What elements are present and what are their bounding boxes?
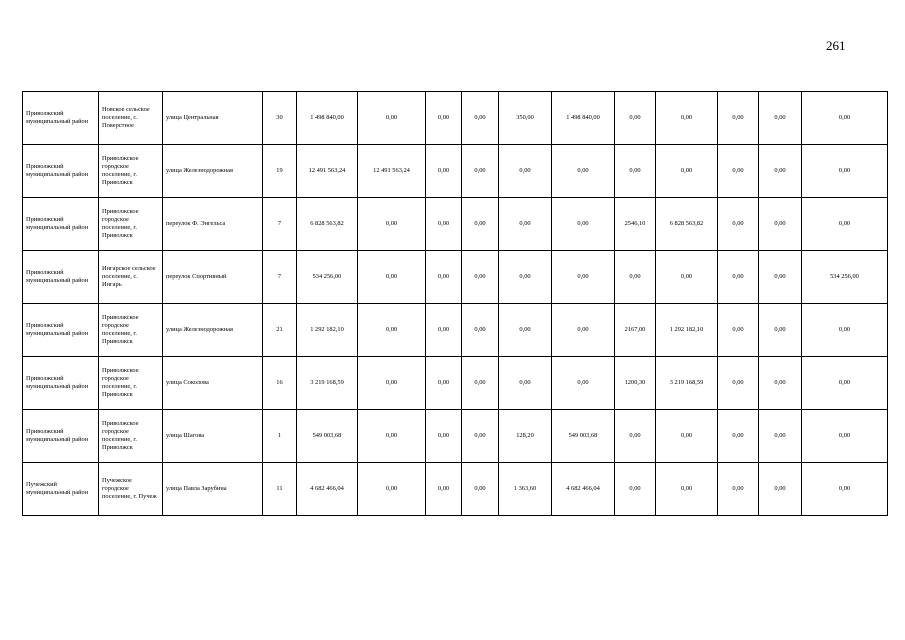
cell-amount-9: 0,00 (802, 304, 888, 357)
cell-total-amount: 534 256,00 (297, 251, 358, 304)
cell-district: Приволжский муниципальный район (23, 92, 99, 145)
cell-amount-8: 0,00 (759, 251, 802, 304)
cell-street: улица Шагова (163, 410, 263, 463)
cell-amount-7: 0,00 (718, 304, 759, 357)
cell-amount-3: 0,00 (426, 463, 462, 516)
cell-amount-4: 0,00 (462, 463, 499, 516)
cell-street: улица Павла Зарубина (163, 463, 263, 516)
cell-amount-6: 1 292 182,10 (656, 304, 718, 357)
cell-area-1: 128,20 (499, 410, 552, 463)
cell-amount-8: 0,00 (759, 198, 802, 251)
cell-amount-4: 0,00 (462, 145, 499, 198)
cell-house-number: 1 (263, 410, 297, 463)
cell-amount-9: 0,00 (802, 198, 888, 251)
cell-district: Приволжский муниципальный район (23, 251, 99, 304)
cell-area-1: 0,00 (499, 251, 552, 304)
cell-area-1: 0,00 (499, 304, 552, 357)
cell-amount-5: 0,00 (552, 357, 615, 410)
cell-amount-6: 0,00 (656, 92, 718, 145)
cell-amount-6: 3 219 168,59 (656, 357, 718, 410)
cell-amount-6: 0,00 (656, 145, 718, 198)
cell-area-1: 0,00 (499, 357, 552, 410)
cell-area-1: 1 363,60 (499, 463, 552, 516)
cell-amount-5: 0,00 (552, 304, 615, 357)
table-row (23, 410, 888, 463)
cell-amount-3: 0,00 (426, 251, 462, 304)
cell-amount-7: 0,00 (718, 198, 759, 251)
cell-amount-5: 1 498 840,00 (552, 92, 615, 145)
cell-district: Приволжский муниципальный район (23, 410, 99, 463)
cell-amount-4: 0,00 (462, 92, 499, 145)
cell-street: переулок Спортивный (163, 251, 263, 304)
cell-amount-3: 0,00 (426, 198, 462, 251)
table-row (23, 357, 888, 410)
cell-amount-5: 0,00 (552, 251, 615, 304)
cell-total-amount: 6 828 563,82 (297, 198, 358, 251)
cell-amount-8: 0,00 (759, 357, 802, 410)
cell-total-amount: 3 219 168,59 (297, 357, 358, 410)
cell-amount-2: 0,00 (358, 463, 426, 516)
cell-house-number: 21 (263, 304, 297, 357)
cell-area-2: 2546,10 (615, 198, 656, 251)
cell-amount-5: 4 682 466,04 (552, 463, 615, 516)
cell-settlement: Приволжское городское поселение, г. Приволжск (99, 145, 163, 198)
cell-settlement: Приволжское городское поселение, г. Приволжск (99, 304, 163, 357)
cell-amount-2: 0,00 (358, 357, 426, 410)
cell-settlement: Приволжское городское поселение, г. Приволжск (99, 357, 163, 410)
cell-area-1: 0,00 (499, 145, 552, 198)
cell-amount-3: 0,00 (426, 357, 462, 410)
table-row (23, 251, 888, 304)
cell-amount-8: 0,00 (759, 463, 802, 516)
cell-area-2: 0,00 (615, 145, 656, 198)
cell-amount-8: 0,00 (759, 304, 802, 357)
cell-total-amount: 4 682 466,04 (297, 463, 358, 516)
cell-amount-2: 0,00 (358, 304, 426, 357)
cell-amount-8: 0,00 (759, 410, 802, 463)
cell-total-amount: 1 498 840,00 (297, 92, 358, 145)
cell-amount-9: 0,00 (802, 145, 888, 198)
cell-area-2: 0,00 (615, 410, 656, 463)
cell-street: улица Соколова (163, 357, 263, 410)
cell-amount-2: 0,00 (358, 92, 426, 145)
cell-area-2: 0,00 (615, 463, 656, 516)
cell-settlement: Пучежское городское поселение, г. Пучеж (99, 463, 163, 516)
cell-settlement: Приволжское городское поселение, г. Приволжск (99, 198, 163, 251)
cell-amount-7: 0,00 (718, 145, 759, 198)
table-row (23, 304, 888, 357)
cell-amount-2: 0,00 (358, 410, 426, 463)
table-row (23, 463, 888, 516)
cell-amount-6: 6 828 563,82 (656, 198, 718, 251)
cell-house-number: 7 (263, 251, 297, 304)
cell-district: Пучежский муниципальный район (23, 463, 99, 516)
cell-district: Приволжский муниципальный район (23, 357, 99, 410)
cell-amount-4: 0,00 (462, 304, 499, 357)
cell-district: Приволжский муниципальный район (23, 198, 99, 251)
cell-amount-3: 0,00 (426, 410, 462, 463)
cell-amount-7: 0,00 (718, 251, 759, 304)
cell-street: улица Центральная (163, 92, 263, 145)
cell-house-number: 30 (263, 92, 297, 145)
cell-amount-4: 0,00 (462, 410, 499, 463)
cell-amount-9: 0,00 (802, 463, 888, 516)
cell-total-amount: 549 003,68 (297, 410, 358, 463)
table-row (23, 92, 888, 145)
cell-area-2: 0,00 (615, 92, 656, 145)
cell-district: Приволжский муниципальный район (23, 145, 99, 198)
cell-amount-9: 534 256,00 (802, 251, 888, 304)
register-table (22, 91, 888, 516)
cell-settlement: Ингарское сельское поселение, с. Ингарь (99, 251, 163, 304)
cell-total-amount: 1 292 182,10 (297, 304, 358, 357)
cell-district: Приволжский муниципальный район (23, 304, 99, 357)
cell-amount-6: 0,00 (656, 251, 718, 304)
cell-house-number: 19 (263, 145, 297, 198)
cell-amount-9: 0,00 (802, 410, 888, 463)
cell-amount-5: 0,00 (552, 145, 615, 198)
cell-area-2: 1200,30 (615, 357, 656, 410)
cell-settlement: Новское сельское поселение, с. Поверстное (99, 92, 163, 145)
cell-area-2: 0,00 (615, 251, 656, 304)
cell-amount-2: 0,00 (358, 251, 426, 304)
cell-amount-5: 0,00 (552, 198, 615, 251)
cell-amount-7: 0,00 (718, 410, 759, 463)
page-number: 261 (826, 38, 846, 53)
cell-amount-8: 0,00 (759, 145, 802, 198)
cell-street: улица Железнодорожная (163, 145, 263, 198)
cell-amount-2: 12 491 563,24 (358, 145, 426, 198)
cell-amount-3: 0,00 (426, 145, 462, 198)
cell-amount-3: 0,00 (426, 304, 462, 357)
cell-amount-8: 0,00 (759, 92, 802, 145)
cell-amount-4: 0,00 (462, 198, 499, 251)
cell-house-number: 16 (263, 357, 297, 410)
cell-house-number: 7 (263, 198, 297, 251)
cell-amount-5: 549 003,68 (552, 410, 615, 463)
cell-street: улица Железнодорожная (163, 304, 263, 357)
cell-settlement: Приволжское городское поселение, г. Приволжск (99, 410, 163, 463)
cell-amount-7: 0,00 (718, 357, 759, 410)
table-row (23, 198, 888, 251)
table-row (23, 145, 888, 198)
cell-amount-3: 0,00 (426, 92, 462, 145)
cell-amount-4: 0,00 (462, 251, 499, 304)
cell-amount-7: 0,00 (718, 92, 759, 145)
cell-area-1: 350,00 (499, 92, 552, 145)
cell-amount-4: 0,00 (462, 357, 499, 410)
cell-area-2: 2167,00 (615, 304, 656, 357)
cell-area-1: 0,00 (499, 198, 552, 251)
cell-house-number: 11 (263, 463, 297, 516)
cell-amount-9: 0,00 (802, 92, 888, 145)
cell-amount-9: 0,00 (802, 357, 888, 410)
table-body (23, 92, 888, 516)
cell-amount-2: 0,00 (358, 198, 426, 251)
cell-street: переулок Ф. Энгельса (163, 198, 263, 251)
cell-amount-7: 0,00 (718, 463, 759, 516)
cell-amount-6: 0,00 (656, 410, 718, 463)
cell-total-amount: 12 491 563,24 (297, 145, 358, 198)
cell-amount-6: 0,00 (656, 463, 718, 516)
